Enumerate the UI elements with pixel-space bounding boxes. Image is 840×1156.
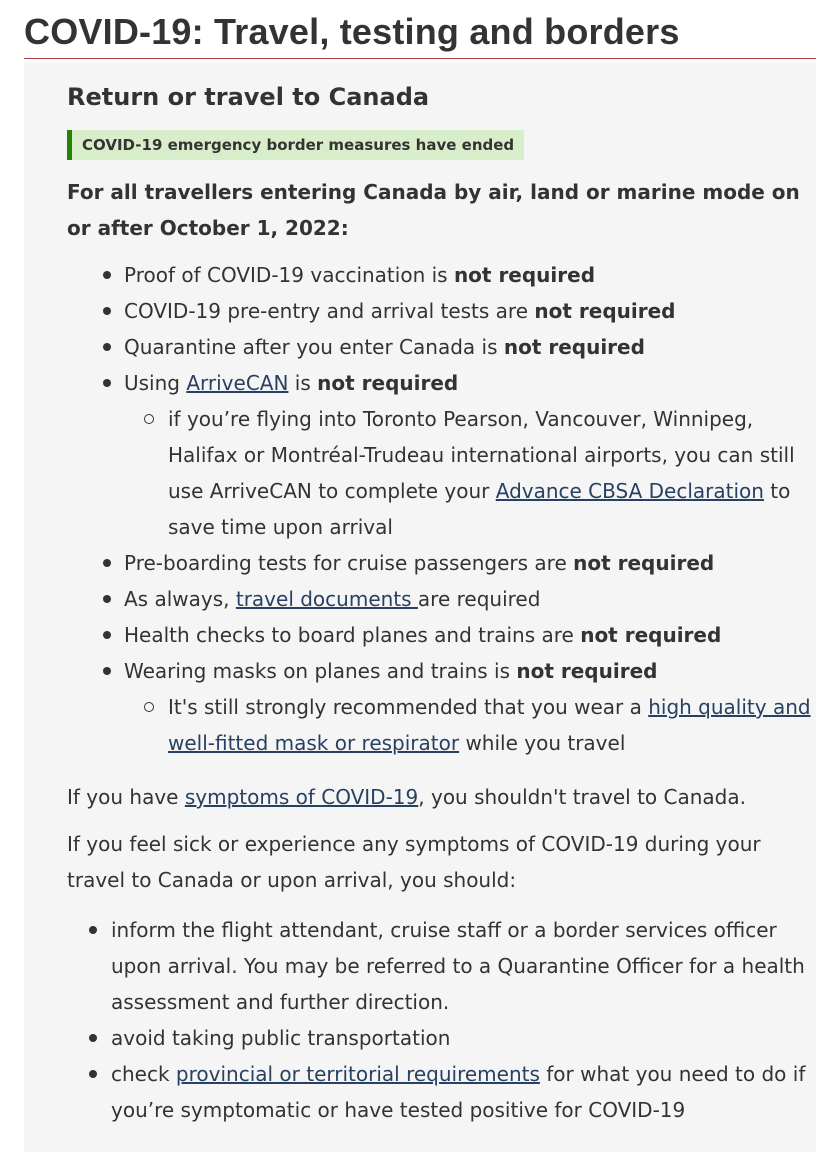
item-text: if you’re flying into Toronto Pearson, Vancouver, Winnipeg, Halifax or Montréal-Trudeau international airports, you can still use ArriveCAN to complete your bbox=[168, 407, 795, 503]
item-text: are required bbox=[417, 587, 541, 611]
item-text: As always, bbox=[124, 587, 236, 611]
item-emphasis: not required bbox=[516, 659, 658, 683]
item-text: Quarantine after you enter Canada is bbox=[124, 335, 504, 359]
list-item: inform the flight attendant, cruise staff or a border services officer upon arrival. You may be referred to a Quarantine Officer for a health assessment and further direction. bbox=[67, 912, 812, 1020]
item-text: Health checks to board planes and trains are bbox=[124, 623, 581, 647]
item-text: check bbox=[111, 1062, 176, 1086]
list-item bbox=[67, 545, 812, 581]
list-item bbox=[67, 617, 812, 653]
item-text: Wearing masks on planes and trains is bbox=[124, 659, 517, 683]
item-emphasis: not required bbox=[580, 623, 722, 647]
lead-paragraph: For all travellers entering Canada by air, land or marine mode on or after October 1, 2022: bbox=[67, 180, 800, 240]
list-item bbox=[67, 329, 812, 365]
list-item bbox=[67, 653, 812, 761]
list-item bbox=[67, 1056, 812, 1128]
item-text: Proof of COVID-19 vaccination is bbox=[124, 263, 454, 287]
item-text: for what you need to do if you’re symptomatic or have tested positive for COVID-19 bbox=[111, 1062, 806, 1122]
section-title: Return or travel to Canada bbox=[67, 83, 430, 111]
list-item bbox=[67, 293, 812, 329]
content-panel bbox=[24, 62, 816, 1152]
item-text: It's still strongly recommended that you wear a bbox=[168, 695, 649, 719]
sick-intro-paragraph: If you feel sick or experience any symptoms of COVID-19 during your travel to Canada or upon arrival, you should: bbox=[67, 832, 761, 892]
advance-cbsa-declaration-link[interactable]: Advance CBSA Declaration bbox=[495, 479, 764, 503]
item-text: is bbox=[288, 371, 318, 395]
item-text: COVID-19 pre-entry and arrival tests are bbox=[124, 299, 535, 323]
title-divider bbox=[24, 58, 816, 59]
item-emphasis: not required bbox=[534, 299, 676, 323]
sub-list-item bbox=[124, 689, 812, 761]
requirements-list bbox=[67, 257, 812, 761]
mask-respirator-link[interactable]: high quality and well-fitted mask or respirator bbox=[168, 695, 811, 755]
notice-banner: COVID-19 emergency border measures have ended bbox=[67, 130, 524, 160]
list-item: avoid taking public transportation bbox=[67, 1020, 812, 1056]
list-item bbox=[67, 257, 812, 293]
list-item bbox=[67, 365, 812, 545]
symptoms-paragraph bbox=[67, 779, 812, 815]
travel-documents-link[interactable]: travel documents bbox=[235, 587, 418, 611]
symptoms-link[interactable]: symptoms of COVID-19 bbox=[184, 785, 419, 809]
item-emphasis: not required bbox=[453, 263, 596, 287]
arrivecan-link[interactable]: ArriveCAN bbox=[186, 371, 289, 395]
item-emphasis: not required bbox=[317, 371, 459, 395]
list-item bbox=[67, 581, 812, 617]
sub-list-item bbox=[124, 401, 812, 545]
sub-list bbox=[124, 401, 812, 545]
item-text: Pre-boarding tests for cruise passengers are bbox=[124, 551, 574, 575]
item-text: to save time upon arrival bbox=[168, 479, 791, 539]
item-text: Using bbox=[124, 371, 187, 395]
sub-list bbox=[124, 689, 812, 761]
item-text: If you have bbox=[67, 785, 185, 809]
item-text: , you shouldn't travel to Canada. bbox=[418, 785, 746, 809]
provincial-requirements-link[interactable]: provincial or territorial requirements bbox=[175, 1062, 540, 1086]
item-text: while you travel bbox=[459, 731, 626, 755]
sick-actions-list bbox=[67, 912, 812, 1128]
item-emphasis: not required bbox=[503, 335, 645, 359]
page-title: COVID-19: Travel, testing and borders bbox=[24, 11, 680, 52]
item-emphasis: not required bbox=[573, 551, 715, 575]
